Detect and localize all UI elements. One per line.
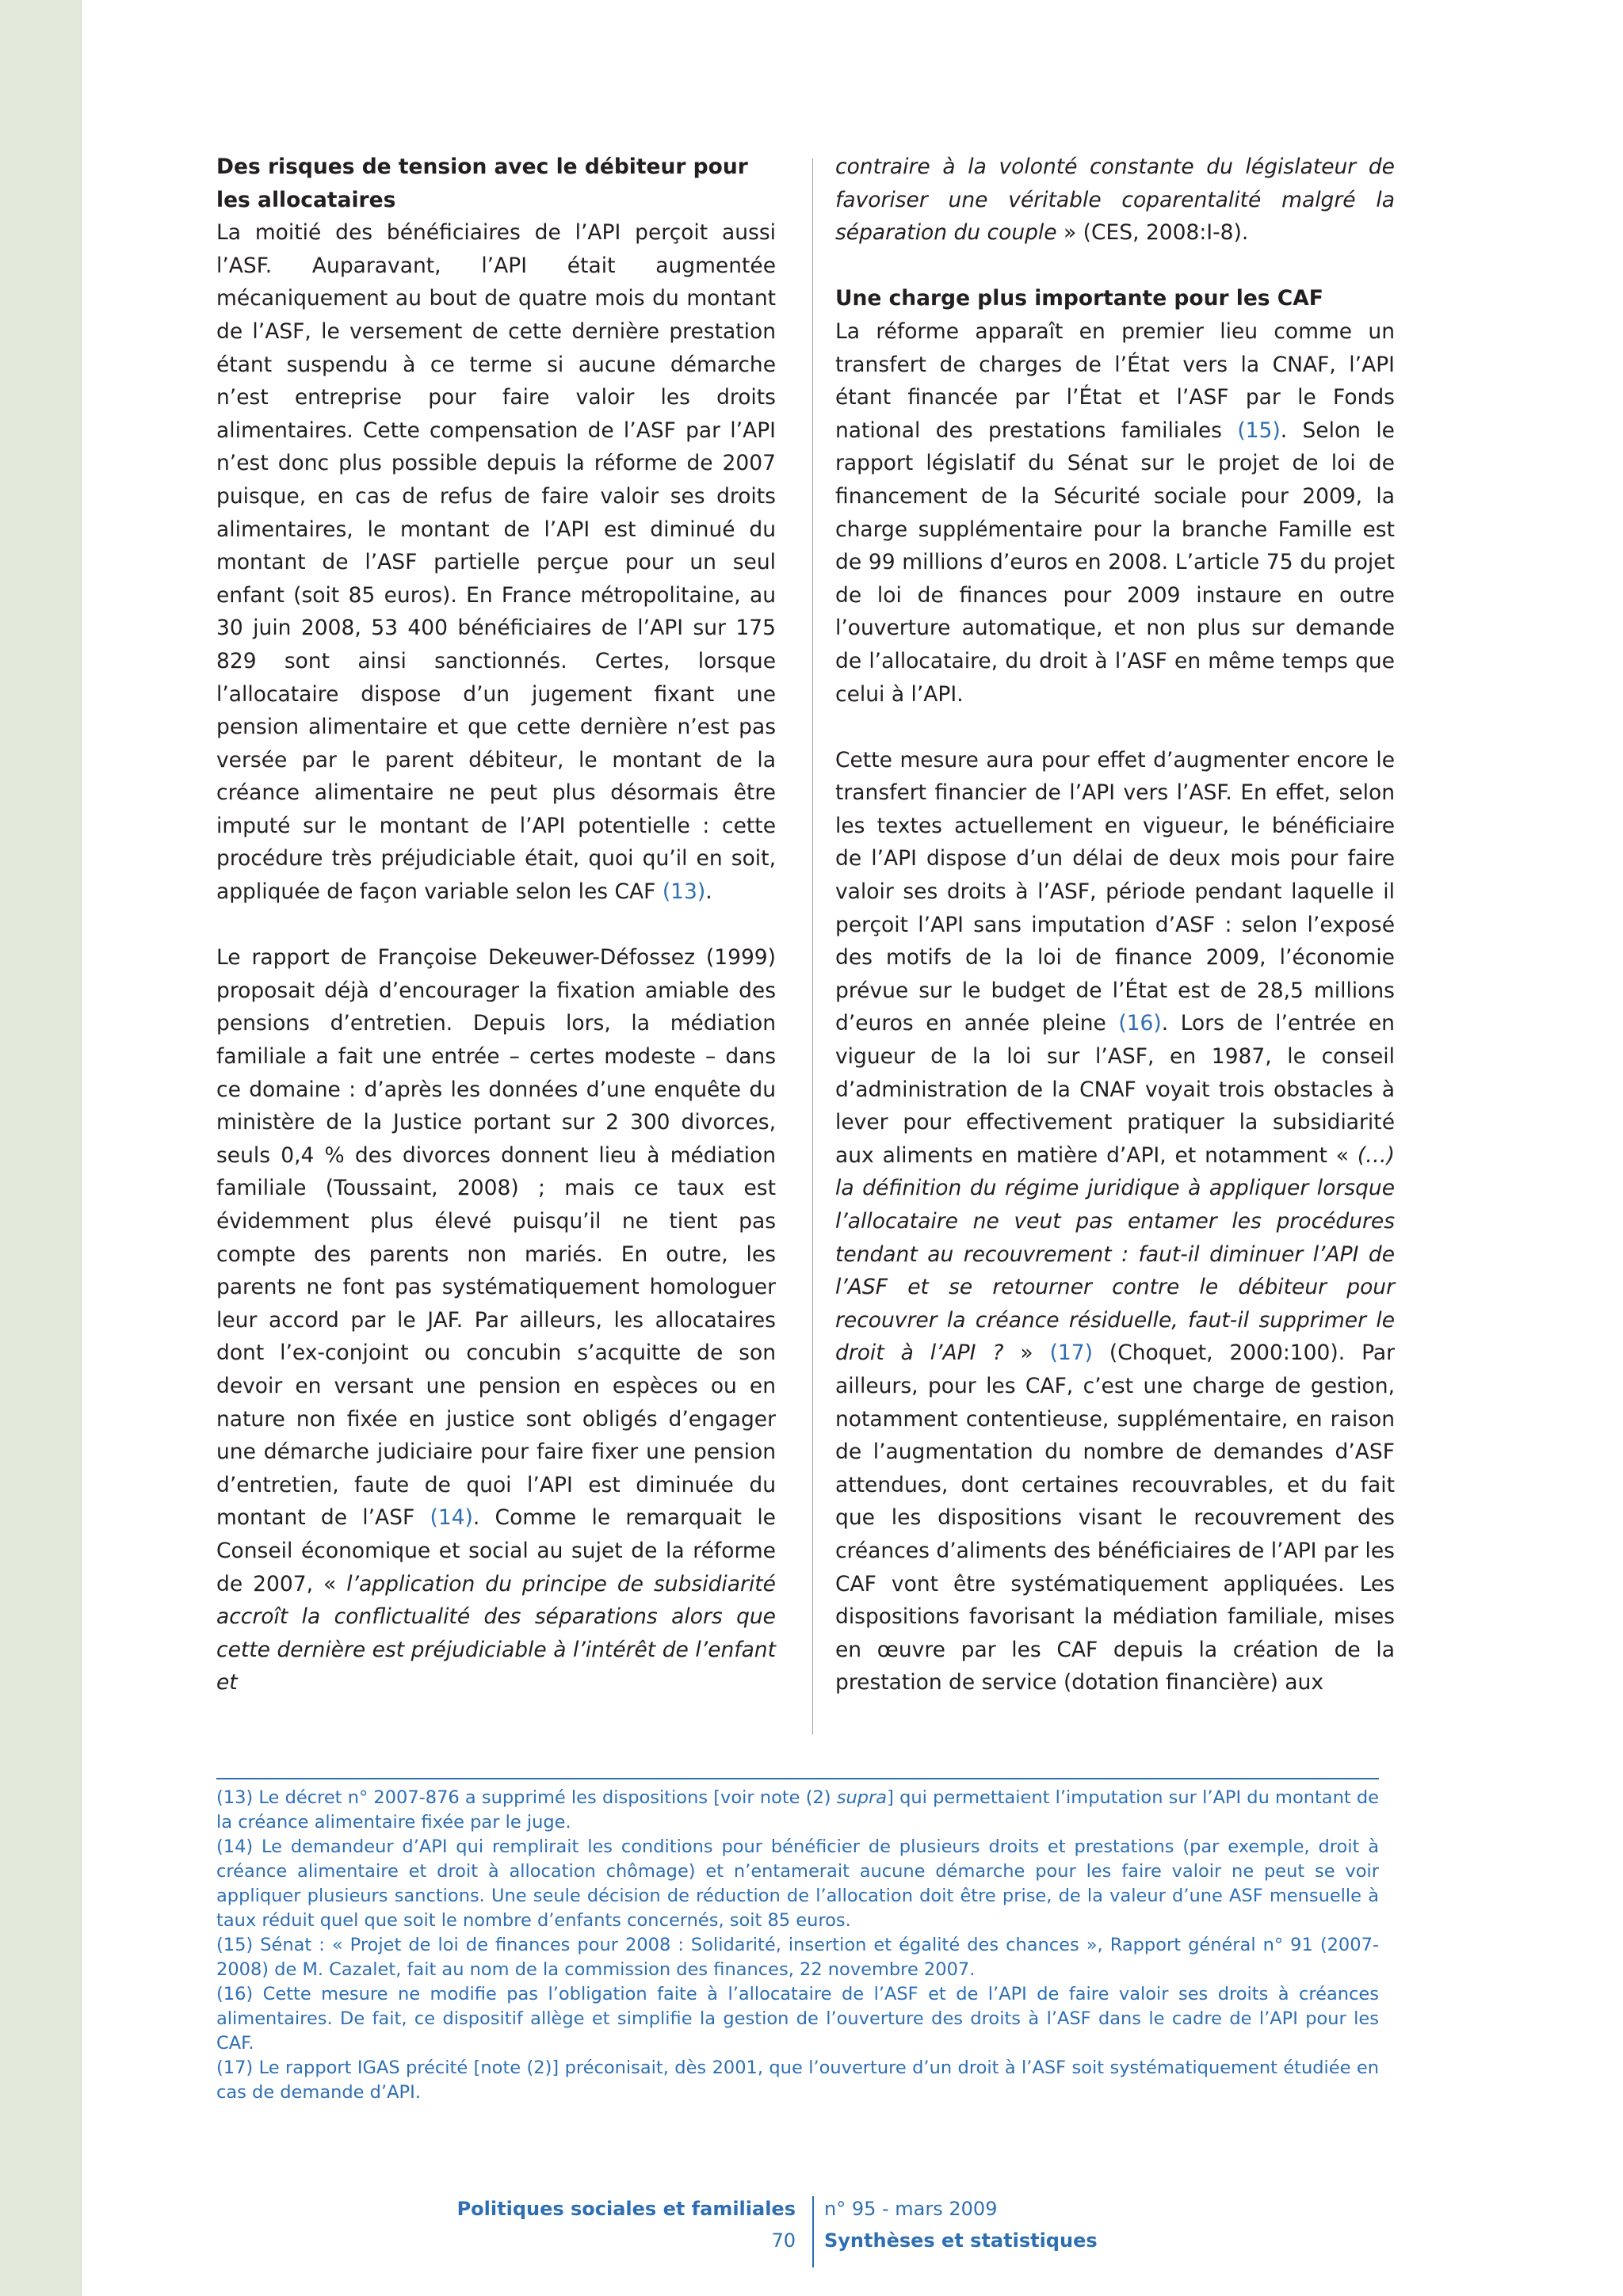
footnote-13: (13) Le décret n° 2007-876 a supprimé les dispositions [voir note (2) supra] qui permettaient l’imputation sur l’API du montant de la créance alimentaire fixée par le juge. [216, 1787, 1380, 1833]
footer-divider [812, 2196, 814, 2267]
right-column [835, 151, 1395, 1699]
footnote-14: (14) Le demandeur d’API qui remplirait les conditions pour bénéficier de plusieurs droits et prestations (par exemple, droit à créance alimentaire et droit à allocation chômage) et n’entamerait aucune démarche pour les faire valoir ne peut se voir appliquer plusieurs sanctions. Une seule décision de réduction de l’allocation doit être prise, de la valeur d’une ASF mensuelle à taux réduit quel que soit le nombre d’enfants concernés, soit 85 euros. [216, 1836, 1379, 1931]
paragraph: La réforme apparaît en premier lieu comme un transfert de charges de l’État vers la CNAF, l’API étant financée par l’État et l’ASF par le Fonds national des prestations familiales (15). Selon le rapport législatif du Sénat sur le projet de loi de financement de la Sécurité sociale pour 2009, la charge supplémentaire pour la branche Famille est de 99 millions d’euros en 2008. L’article 75 du projet de loi de finances pour 2009 instaure en outre l’ouverture automatique, et non plus sur demande de l’allocataire, du droit à l’ASF en même temps que celui à l’API. [835, 318, 1395, 707]
note-ref-14[interactable]: (14) [430, 1505, 473, 1531]
paragraph: Cette mesure aura pour effet d’augmenter encore le transfert financier de l’API vers l’ASF. En effet, selon les textes actuellement en vigueur, le bénéficiaire de l’API dispose d’un délai de deux mois pour faire valoir ses droits à l’ASF, période pendant laquelle il perçoit l’API sans imputation d’ASF : selon l’exposé des motifs de la loi de finance 2009, l’économie prévue sur le budget de l’État est de 28,5 millions d’euros en année pleine (16). Lors de l’entrée en vigueur de la loi sur l’ASF, en 1987, le conseil d’administration de la CNAF voyait trois obstacles à lever pour effectivement pratiquer la subsidiarité aux aliments en matière d’API, et notamment « (…) la définition du régime juridique à appliquer lorsque l’allocataire ne veut pas entamer les procédures tendant au recouvrement : faut-il diminuer l’API de l’ASF et se retourner contre le débiteur pour recouvrer la créance résiduelle, faut-il supprimer le droit à l’API ? » (17) (Choquet, 2000:100). Par ailleurs, pour les CAF, c’est une charge de gestion, notamment contentieuse, supplémentaire, en raison de l’augmentation du nombre de demandes d’ASF attendues, dont certaines recouvrables, et du fait que les dispositions visant le recouvrement des créances d’aliments des bénéficiaires de l’API par les CAF vont être systématiquement appliquées. Les dispositions favorisant la médiation familiale, mises en œuvre par les CAF depuis la création de la prestation de service (dotation financière) aux [835, 747, 1395, 1695]
paragraph: Le rapport de Françoise Dekeuwer-Défossez (1999) proposait déjà d’encourager la fixation amiable des pensions d’entretien. Depuis lors, la médiation familiale a fait une entrée – certes modeste – dans ce domaine : d’après les données d’une enquête du ministère de la Justice portant sur 2 300 divorces, seuls 0,4 % des divorces donnent lieu à médiation familiale (Toussaint, 2008) ; mais ce taux est évidemment plus élevé puisqu’il ne tient pas compte des parents non mariés. En outre, les parents ne font pas systématiquement homologuer leur accord par le JAF. Par ailleurs, les allocataires dont l’ex-conjoint ou concubin s’acquitte de son devoir en versant une pension en espèces ou en nature non fixée en justice sont obligés d’engager une démarche judiciaire pour faire fixer une pension d’entretien, faute de quoi l’API est diminuée du montant de l’ASF (14). Comme le remarquait le Conseil économique et social au sujet de la réforme de 2007, « l’application du principe de subsidiarité accroît la conflictualité des séparations alors que cette dernière est préjudiciable à l’intérêt de l’enfant et [216, 945, 776, 1695]
left-column [216, 151, 776, 1699]
note-ref-13[interactable]: (13) [662, 879, 706, 905]
footnote-15: (15) Sénat : « Projet de loi de finances pour 2008 : Solidarité, insertion et égalité des chances », Rapport général n° 91 (2007-2008) de M. Cazalet, fait au nom de la commission des finances, 22 novembre 2007. [216, 1935, 1379, 1980]
note-ref-16[interactable]: (16) [1118, 1011, 1162, 1036]
column-divider [812, 158, 813, 1735]
side-color-band [0, 0, 82, 2296]
section-heading-charge: Une charge plus importante pour les CAF [835, 286, 1323, 311]
footnotes [216, 1778, 1379, 2105]
footer-journal-title: Politiques sociales et familiales [456, 2198, 796, 2220]
quote: contraire à la volonté constante du législateur de favoriser une véritable coparentalité malgré la séparation du couple [835, 154, 1395, 246]
note-ref-17[interactable]: (17) [1049, 1341, 1093, 1366]
footnote-17: (17) Le rapport IGAS précité [note (2)] préconisait, dès 2001, que l’ouverture d’un droit à l’ASF soit systématiquement étudiée en cas de demande d’API. [216, 2058, 1379, 2103]
quote: (…) la définition du régime juridique à appliquer lorsque l’allocataire ne veut pas entamer les procédures tendant au recouvrement : faut-il diminuer l’API de l’ASF et se retourner contre le débiteur pour recouvrer la créance résiduelle, faut-il supprimer le droit à l’API ? [835, 1142, 1395, 1366]
quote: l’application du principe de subsidiarité accroît la conflictualité des séparations alors que cette dernière est préjudiciable à l’intérêt de l’enfant et [216, 1571, 776, 1695]
paragraph: La moitié des bénéficiaires de l’API perçoit aussi l’ASF. Auparavant, l’API était augmentée mécaniquement au bout de quatre mois du montant de l’ASF, le versement de cette dernière prestation étant suspendu à ce terme si aucune démarche n’est entreprise pour faire valoir les droits alimentaires. Cette compensation de l’ASF par l’API n’est donc plus possible depuis la réforme de 2007 puisque, en cas de refus de faire valoir ses droits alimentaires, le montant de l’API est diminué du montant de l’ASF partielle perçue pour un seul enfant (soit 85 euros). En France métropolitaine, au 30 juin 2008, 53 400 bénéficiaires de l’API sur 175 829 sont ainsi sanctionnés. Certes, lorsque l’allocataire dispose d’un jugement fixant une pension alimentaire et que cette dernière n’est pas versée par le parent débiteur, le montant de la créance alimentaire ne peut plus désormais être imputé sur le montant de l’API potentielle : cette procédure très préjudiciable était, quoi qu’il en soit, appliquée de façon variable selon les CAF (13). [216, 220, 776, 905]
footnote-16: (16) Cette mesure ne modifie pas l’obligation faite à l’allocataire de l’ASF et de l’API de faire valoir ses droits à créances alimentaires. De fait, ce dispositif allège et simplifie la gestion de l’ouverture des droits à l’ASF dans le cadre de l’API pour les CAF. [216, 1984, 1379, 2054]
paragraph: contraire à la volonté constante du législateur de favoriser une véritable coparentalité malgré la séparation du couple » (CES, 2008:I-8). [835, 154, 1395, 246]
section-heading-tension: Des risques de tension avec le débiteur pour les allocataires [216, 154, 748, 212]
footer-section-name: Synthèses et statistiques [824, 2229, 1098, 2252]
note-ref-15[interactable]: (15) [1237, 418, 1281, 443]
footer-issue: n° 95 - mars 2009 [824, 2198, 998, 2220]
page-number: 70 [771, 2229, 796, 2252]
